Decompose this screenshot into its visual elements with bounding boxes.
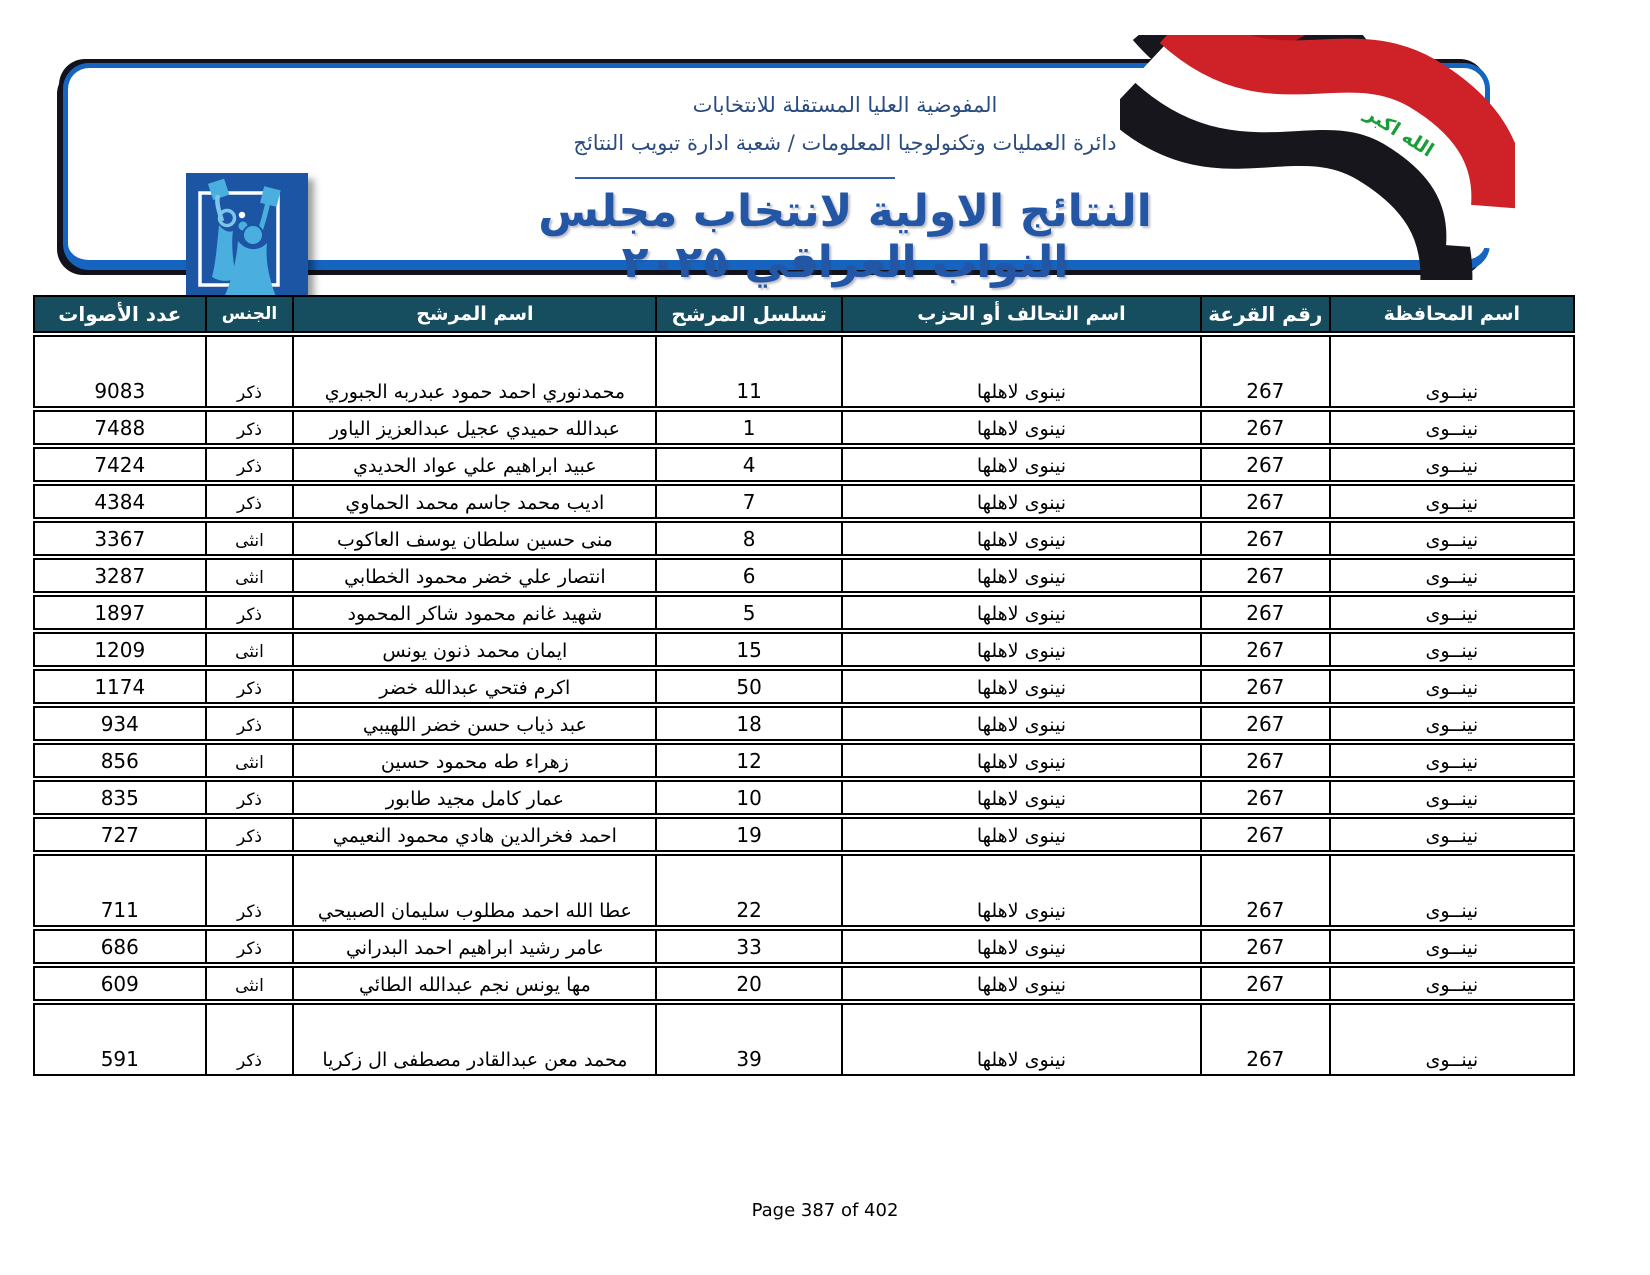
cell-name: عامر رشيد ابراهيم احمد البدراني — [294, 931, 657, 962]
cell-coalition: نينوى لاهلها — [843, 968, 1202, 999]
cell-votes: 7488 — [35, 412, 207, 443]
cell-name: عبد ذياب حسن خضر اللهيبي — [294, 708, 657, 739]
cell-coalition: نينوى لاهلها — [843, 931, 1202, 962]
column-header-lottery: رقم القرعة — [1202, 297, 1331, 331]
table-row — [33, 669, 1575, 704]
page-number: Page 387 of 402 — [751, 1200, 899, 1221]
cell-gender: ذكر — [207, 486, 295, 517]
cell-votes: 711 — [35, 856, 207, 925]
cell-gender: انثى — [207, 745, 295, 776]
cell-lottery: 267 — [1202, 819, 1331, 850]
iraq-flag-icon — [1120, 35, 1515, 280]
cell-votes: 4384 — [35, 486, 207, 517]
cell-governorate: نينــوى — [1425, 455, 1479, 477]
cell-serial: 15 — [657, 634, 843, 665]
cell-coalition: نينوى لاهلها — [843, 671, 1202, 702]
table-row — [33, 558, 1575, 593]
cell-governorate: نينــوى — [1425, 566, 1479, 588]
cell-name: عطا الله احمد مطلوب سليمان الصبيحي — [294, 856, 657, 925]
cell-governorate: نينــوى — [1425, 492, 1479, 514]
results-rows — [33, 335, 1575, 1076]
cell-name: زهراء طه محمود حسين — [294, 745, 657, 776]
cell-governorate: نينــوى — [1425, 418, 1479, 440]
cell-gender: انثى — [207, 560, 295, 591]
cell-votes: 3367 — [35, 523, 207, 554]
cell-serial: 11 — [657, 337, 843, 406]
cell-coalition: نينوى لاهلها — [843, 560, 1202, 591]
department-name: دائرة العمليات وتكنولوجيا المعلومات / شعبة ادارة تبويب النتائج — [573, 131, 1117, 155]
cell-governorate: نينــوى — [1425, 974, 1479, 996]
cell-governorate: نينــوى — [1425, 751, 1479, 773]
cell-gender: ذكر — [207, 337, 295, 406]
column-header-name: اسم المرشح — [294, 297, 657, 331]
column-header-votes: عدد الأصوات — [35, 297, 207, 331]
table-row — [33, 410, 1575, 445]
cell-governorate: نينــوى — [1425, 788, 1479, 810]
table-row — [33, 743, 1575, 778]
cell-lottery: 267 — [1202, 745, 1331, 776]
cell-votes: 609 — [35, 968, 207, 999]
cell-coalition: نينوى لاهلها — [843, 597, 1202, 628]
cell-serial: 20 — [657, 968, 843, 999]
cell-gender: انثى — [207, 523, 295, 554]
cell-name: احمد فخرالدين هادي محمود النعيمي — [294, 819, 657, 850]
commission-name: المفوضية العليا المستقلة للانتخابات — [692, 93, 998, 117]
table-row — [33, 854, 1575, 927]
table-row — [33, 484, 1575, 519]
cell-lottery: 267 — [1202, 671, 1331, 702]
cell-name: شهيد غانم محمود شاكر المحمود — [294, 597, 657, 628]
cell-coalition: نينوى لاهلها — [843, 523, 1202, 554]
cell-coalition: نينوى لاهلها — [843, 412, 1202, 443]
cell-gender: انثى — [207, 634, 295, 665]
cell-name: ايمان محمد ذنون يونس — [294, 634, 657, 665]
cell-governorate: نينــوى — [1425, 529, 1479, 551]
cell-name: انتصار علي خضر محمود الخطابي — [294, 560, 657, 591]
cell-votes: 835 — [35, 782, 207, 813]
cell-governorate: نينــوى — [1425, 900, 1479, 922]
cell-gender: ذكر — [207, 597, 295, 628]
cell-serial: 22 — [657, 856, 843, 925]
cell-governorate: نينــوى — [1425, 1049, 1479, 1071]
cell-votes: 1897 — [35, 597, 207, 628]
cell-name: عبدالله حميدي عجيل عبدالعزيز الياور — [294, 412, 657, 443]
table-header-row — [33, 295, 1575, 333]
table-row — [33, 929, 1575, 964]
cell-name: عمار كامل مجيد طابور — [294, 782, 657, 813]
cell-governorate: نينــوى — [1425, 603, 1479, 625]
cell-lottery: 267 — [1202, 523, 1331, 554]
cell-lottery: 267 — [1202, 337, 1331, 406]
cell-serial: 8 — [657, 523, 843, 554]
cell-serial: 19 — [657, 819, 843, 850]
flag-takbir-text: الله اكبر — [1360, 102, 1438, 162]
cell-serial: 10 — [657, 782, 843, 813]
cell-gender: ذكر — [207, 782, 295, 813]
cell-votes: 727 — [35, 819, 207, 850]
cell-lottery: 267 — [1202, 449, 1331, 480]
column-header-governorate: اسم المحافظة — [1383, 303, 1521, 325]
cell-lottery: 267 — [1202, 782, 1331, 813]
cell-serial: 7 — [657, 486, 843, 517]
table-row — [33, 780, 1575, 815]
cell-governorate: نينــوى — [1425, 677, 1479, 699]
cell-votes: 934 — [35, 708, 207, 739]
cell-coalition: نينوى لاهلها — [843, 1005, 1202, 1074]
cell-governorate: نينــوى — [1425, 640, 1479, 662]
cell-gender: ذكر — [207, 856, 295, 925]
cell-lottery: 267 — [1202, 856, 1331, 925]
cell-gender: ذكر — [207, 708, 295, 739]
cell-votes: 1209 — [35, 634, 207, 665]
cell-governorate: نينــوى — [1425, 381, 1479, 403]
cell-name: عبيد ابراهيم علي عواد الحديدي — [294, 449, 657, 480]
cell-name: مها يونس نجم عبدالله الطائي — [294, 968, 657, 999]
cell-votes: 591 — [35, 1005, 207, 1074]
cell-gender: ذكر — [207, 1005, 295, 1074]
cell-coalition: نينوى لاهلها — [843, 856, 1202, 925]
cell-name: منى حسين سلطان يوسف العاكوب — [294, 523, 657, 554]
cell-coalition: نينوى لاهلها — [843, 708, 1202, 739]
cell-coalition: نينوى لاهلها — [843, 337, 1202, 406]
cell-serial: 4 — [657, 449, 843, 480]
cell-name: محمد معن عبدالقادر مصطفى ال زكريا — [294, 1005, 657, 1074]
title-divider-line — [575, 177, 895, 179]
column-header-coalition: اسم التحالف أو الحزب — [843, 297, 1202, 331]
table-row — [33, 1003, 1575, 1076]
cell-serial: 18 — [657, 708, 843, 739]
cell-gender: ذكر — [207, 819, 295, 850]
cell-governorate: نينــوى — [1425, 937, 1479, 959]
table-row — [33, 966, 1575, 1001]
cell-serial: 12 — [657, 745, 843, 776]
cell-votes: 9083 — [35, 337, 207, 406]
results-table — [33, 295, 1575, 1076]
cell-serial: 1 — [657, 412, 843, 443]
cell-coalition: نينوى لاهلها — [843, 449, 1202, 480]
cell-gender: ذكر — [207, 449, 295, 480]
table-row — [33, 521, 1575, 556]
cell-votes: 7424 — [35, 449, 207, 480]
cell-votes: 686 — [35, 931, 207, 962]
table-row — [33, 632, 1575, 667]
cell-serial: 39 — [657, 1005, 843, 1074]
cell-governorate: نينــوى — [1425, 714, 1479, 736]
cell-coalition: نينوى لاهلها — [843, 782, 1202, 813]
page-title: النتائج الاولية لانتخاب مجلس النواب العراقي ٢٠٢٥ — [538, 186, 1152, 288]
cell-lottery: 267 — [1202, 1005, 1331, 1074]
cell-governorate: نينــوى — [1425, 825, 1479, 847]
table-row — [33, 595, 1575, 630]
cell-serial: 50 — [657, 671, 843, 702]
cell-name: محمدنوري احمد حمود عبدربه الجبوري — [294, 337, 657, 406]
cell-votes: 856 — [35, 745, 207, 776]
table-row — [33, 447, 1575, 482]
cell-name: اكرم فتحي عبدالله خضر — [294, 671, 657, 702]
cell-gender: ذكر — [207, 931, 295, 962]
cell-coalition: نينوى لاهلها — [843, 745, 1202, 776]
cell-lottery: 267 — [1202, 412, 1331, 443]
cell-lottery: 267 — [1202, 708, 1331, 739]
cell-name: اديب محمد جاسم محمد الحماوي — [294, 486, 657, 517]
cell-gender: انثى — [207, 968, 295, 999]
cell-serial: 6 — [657, 560, 843, 591]
cell-lottery: 267 — [1202, 968, 1331, 999]
column-header-gender: الجنس — [207, 297, 295, 331]
cell-lottery: 267 — [1202, 931, 1331, 962]
cell-coalition: نينوى لاهلها — [843, 634, 1202, 665]
table-row — [33, 335, 1575, 408]
cell-gender: ذكر — [207, 412, 295, 443]
cell-votes: 3287 — [35, 560, 207, 591]
cell-coalition: نينوى لاهلها — [843, 486, 1202, 517]
cell-lottery: 267 — [1202, 560, 1331, 591]
cell-coalition: نينوى لاهلها — [843, 819, 1202, 850]
cell-serial: 33 — [657, 931, 843, 962]
cell-lottery: 267 — [1202, 597, 1331, 628]
table-row — [33, 706, 1575, 741]
cell-lottery: 267 — [1202, 634, 1331, 665]
column-header-serial: تسلسل المرشح — [657, 297, 843, 331]
table-row — [33, 817, 1575, 852]
cell-gender: ذكر — [207, 671, 295, 702]
cell-votes: 1174 — [35, 671, 207, 702]
banner-text-block — [485, 93, 1205, 155]
cell-lottery: 267 — [1202, 486, 1331, 517]
cell-serial: 5 — [657, 597, 843, 628]
